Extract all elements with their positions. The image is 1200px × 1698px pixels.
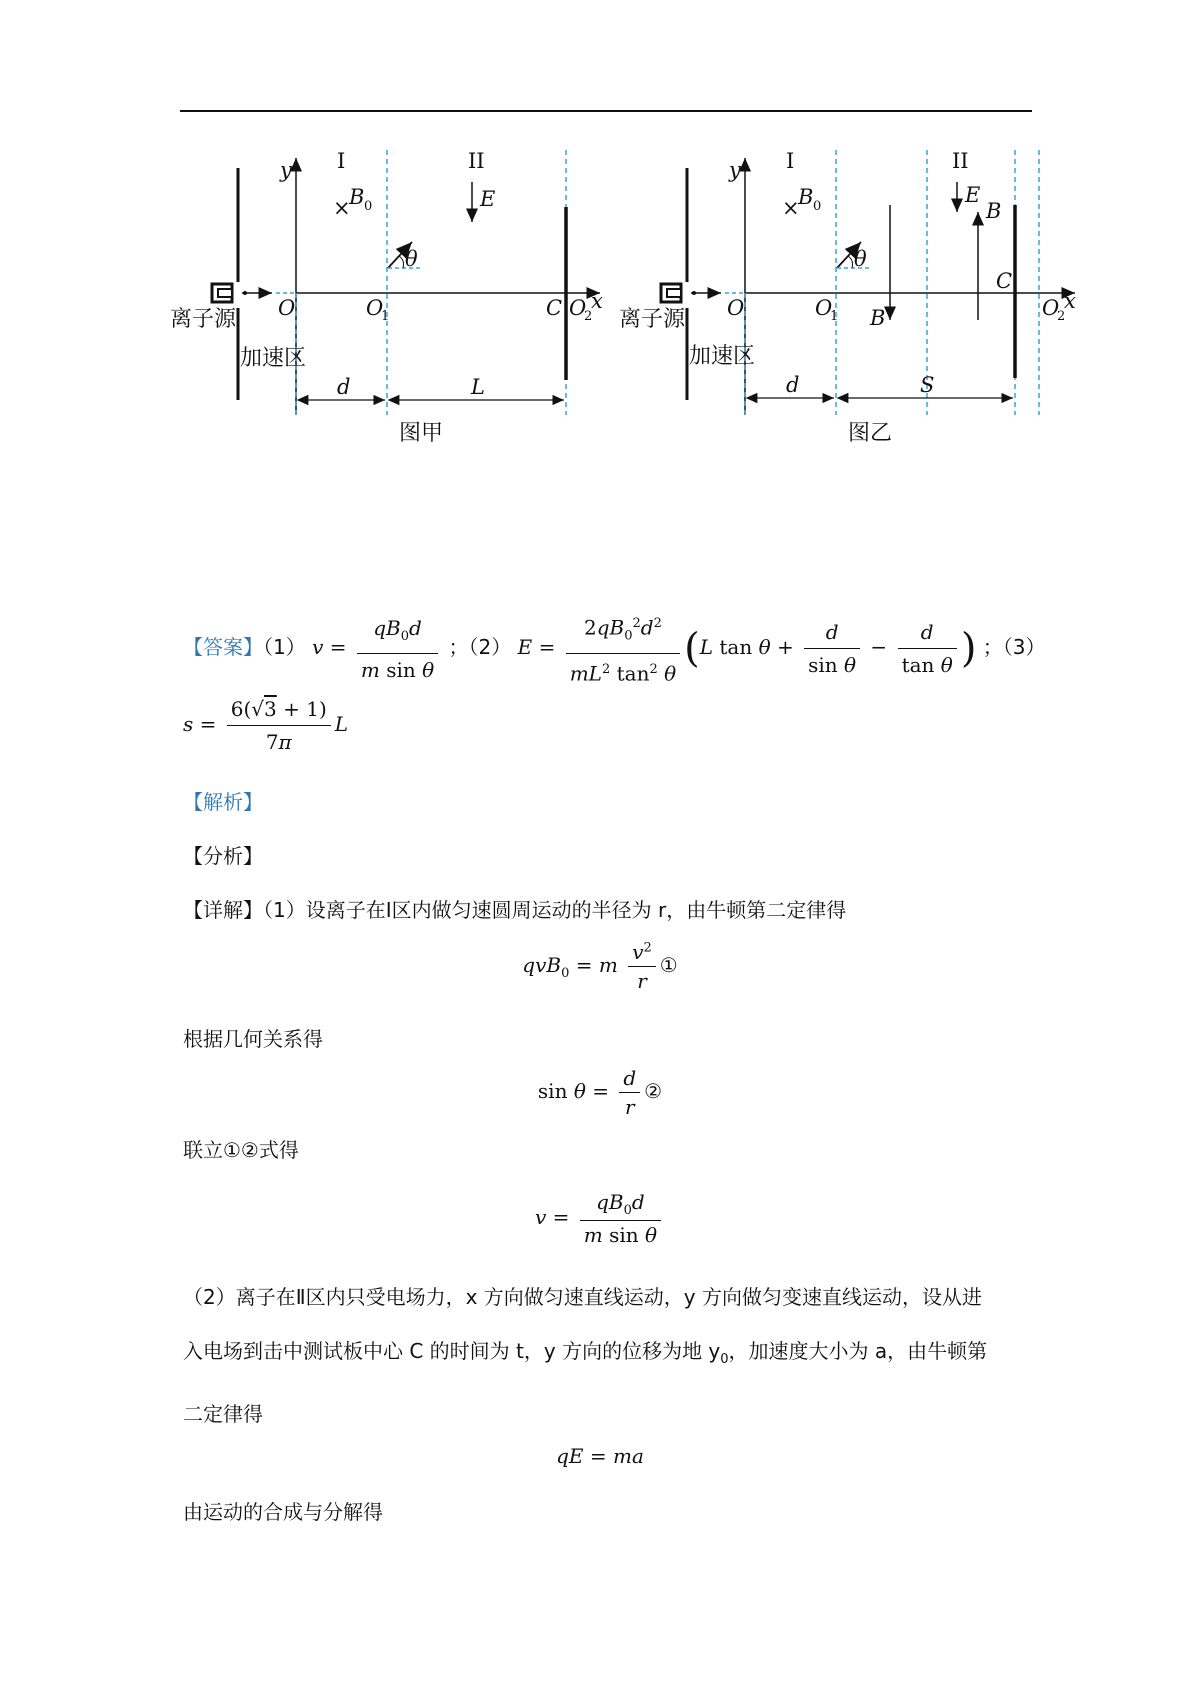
- left-point-o1: O: [366, 296, 384, 320]
- ion-source-icon: [212, 284, 232, 302]
- right-point-o1-sub: 1: [830, 309, 839, 324]
- detail-intro: （1）设离子在Ⅰ区内做匀速圆周运动的半径为 r，由牛顿第二定律得: [263, 898, 847, 922]
- right-dim-d: d: [786, 373, 800, 397]
- eq2-circle: ②: [644, 1079, 663, 1103]
- part2-paragraph: [183, 1270, 1033, 1441]
- left-point-o2: O: [569, 296, 587, 320]
- part2-line-b-sub: 0: [720, 1352, 729, 1367]
- figure-left: [170, 150, 603, 446]
- part2-line-b-text: 入电场到击中测试板中心 C 的时间为 t，y 方向的位移为地 y: [183, 1339, 721, 1363]
- right-dim-s: S: [920, 373, 935, 397]
- left-caption: 图甲: [399, 421, 444, 446]
- left-field-e: E: [480, 187, 496, 211]
- answer2-fraction: $\frac{2qB_0^2d^2}{mL^2 \tan^2 \theta}$: [566, 610, 680, 687]
- right-angle: θ: [854, 247, 867, 271]
- figures: [170, 150, 1180, 495]
- detail-line: [183, 896, 846, 924]
- right-field-e: E: [965, 183, 981, 207]
- equation-1: qvB$_0$ = m $\frac{v^2}{r}$ ①: [522, 940, 678, 993]
- equation-2: sin θ = $\frac{d}{r}$ ②: [537, 1066, 663, 1119]
- left-cross: ×: [333, 196, 351, 220]
- eq1-fraction: $\frac{v^2}{r}$: [628, 940, 656, 993]
- right-region2: II: [952, 150, 969, 173]
- left-point-c: C: [546, 296, 563, 320]
- answer-part3: ；（3）: [982, 635, 1046, 660]
- left-axis-y: y: [280, 158, 292, 182]
- answer-part2: ；（2）: [448, 635, 512, 660]
- answer3-fraction: $\frac{6(√3 + 1)}{7\pi}$: [227, 695, 331, 756]
- right-accel-label: 加速区: [689, 344, 756, 369]
- right-field-b: B: [798, 185, 814, 209]
- figure-right: [619, 150, 1076, 446]
- left-dim-d: d: [337, 375, 351, 399]
- right-point-o2: O: [1042, 296, 1060, 320]
- right-field-b-down: B: [870, 306, 886, 330]
- left-source-label: 离子源: [170, 307, 237, 332]
- analysis-label: 【解析】: [183, 790, 263, 814]
- right-field-b-sub: 0: [813, 199, 822, 214]
- answer-label: 【答案】: [183, 635, 263, 660]
- right-point-o2-sub: 2: [1057, 309, 1066, 324]
- eq1-circle: ①: [659, 953, 678, 977]
- left-point-o1-sub: 1: [381, 309, 390, 324]
- part2-line-a: （2）离子在Ⅱ区内只受电场力，x 方向做匀速直线运动，y 方向做匀变速直线运动，设从进: [183, 1285, 982, 1309]
- left-region2: II: [468, 150, 485, 173]
- combine-text: 联立①②式得: [183, 1138, 299, 1162]
- answer-part1: （1）: [263, 635, 306, 660]
- left-field-b-sub: 0: [364, 199, 373, 214]
- part2-line-b: [183, 1324, 1033, 1387]
- left-angle: θ: [405, 247, 418, 271]
- right-field-b-up: B: [986, 199, 1002, 223]
- answer2-term2: $\frac{d}{\text{tan θ}}$: [898, 618, 957, 679]
- left-point-o2-sub: 2: [584, 309, 593, 324]
- part2-line-b-end: ，加速度大小为 a，由牛顿第: [728, 1339, 988, 1363]
- right-cross: ×: [782, 196, 800, 220]
- answer3-line: s = $\frac{6(√3 + 1)}{7\pi}$ L: [183, 697, 349, 754]
- equation-4: qE = ma: [556, 1444, 644, 1468]
- right-point-c: C: [996, 269, 1013, 293]
- motion-text: 由运动的合成与分解得: [183, 1500, 383, 1524]
- right-source-label: 离子源: [619, 307, 686, 332]
- geo-text: 根据几何关系得: [183, 1027, 323, 1051]
- left-accel-label: 加速区: [240, 346, 307, 371]
- right-axis-y: y: [729, 158, 741, 182]
- figure-svg: [170, 150, 1180, 495]
- right-point-o: O: [727, 296, 745, 320]
- left-region1: I: [337, 150, 346, 173]
- answer-line: 【答案】（1） v = $\frac{qB_0d}{\text{m sin θ}}$ ；（2） E = $\frac{2qB_0^2d^2}{mL^2 \tan^2 \theta}$ (L tan θ + $\frac{d}{\text{sin θ}}$ − $\frac{d}{\text{tan θ}}$ ) ；（3）: [183, 610, 1046, 687]
- right-region1: I: [786, 150, 795, 173]
- eq3-fraction: $\frac{qB_0d}{\text{m sin θ}}$: [580, 1190, 661, 1247]
- part2-line-c: 二定律得: [183, 1402, 263, 1426]
- fenxi-label: 【分析】: [183, 844, 263, 868]
- right-axis-x: x: [1064, 289, 1076, 313]
- detail-label: 【详解】: [183, 898, 263, 922]
- right-point-o1: O: [815, 296, 833, 320]
- left-point-o: O: [278, 296, 296, 320]
- left-dim-l: L: [471, 375, 485, 399]
- answer2-term1: $\frac{d}{\text{sin θ}}$: [804, 618, 860, 679]
- equation-3: v = $\frac{qB_0d}{\text{m sin θ}}$: [0, 1190, 1200, 1247]
- eq2-fraction: $\frac{d}{r}$: [619, 1066, 640, 1119]
- left-field-b: B: [349, 185, 365, 209]
- right-caption: 图乙: [848, 421, 893, 446]
- answer1-fraction: $\frac{qB_0d}{\text{m sin θ}}$: [357, 614, 438, 684]
- left-axis-x: x: [591, 289, 603, 313]
- ion-source-icon-right: [661, 284, 681, 302]
- top-rule: [180, 110, 1032, 112]
